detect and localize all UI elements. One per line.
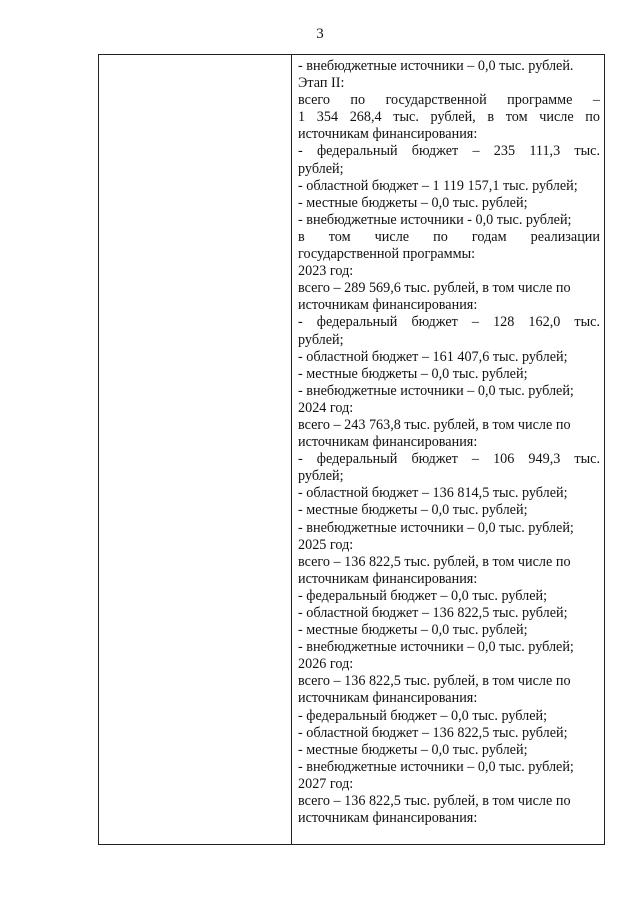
text-line: всего – 136 822,5 тыс. рублей, в том числе по xyxy=(298,673,571,690)
text-line: источникам финансирования: xyxy=(298,126,478,143)
text-line: государственной программы: xyxy=(298,246,476,263)
text-line: источникам финансирования: xyxy=(298,810,478,827)
year-heading: 2023 год: xyxy=(298,263,354,280)
text-line: - областной бюджет – 136 814,5 тыс. рублей; xyxy=(298,485,568,502)
text-line: - внебюджетные источники – 0,0 тыс. рублей; xyxy=(298,382,574,399)
text-line: источникам финансирования: xyxy=(298,297,478,314)
text-line: рублей; xyxy=(298,468,344,485)
text-line: - местные бюджеты – 0,0 тыс. рублей; xyxy=(298,502,528,519)
text-line: рублей; xyxy=(298,160,344,177)
text-line: - областной бюджет – 1 119 157,1 тыс. рублей; xyxy=(298,177,578,194)
text-line: - внебюджетные источники - 0,0 тыс. рублей; xyxy=(298,211,572,228)
funding-table xyxy=(98,54,605,845)
text-line: - областной бюджет – 161 407,6 тыс. рублей; xyxy=(298,348,568,365)
text-line: - федеральный бюджет – 128 162,0 тыс. xyxy=(298,314,600,331)
text-line: источникам финансирования: xyxy=(298,434,478,451)
text-line: рублей; xyxy=(298,331,344,348)
text-line: - федеральный бюджет – 0,0 тыс. рублей; xyxy=(298,707,548,724)
year-heading: 2027 год: xyxy=(298,775,354,792)
text-line: - областной бюджет – 136 822,5 тыс. рублей; xyxy=(298,605,568,621)
text-line: - внебюджетные источники – 0,0 тыс. рублей; xyxy=(298,758,574,775)
text-line: - федеральный бюджет – 0,0 тыс. рублей; xyxy=(298,587,548,604)
text-line: источникам финансирования: xyxy=(298,570,478,587)
column-divider xyxy=(291,55,292,844)
text-line: - внебюджетные источники – 0,0 тыс. рублей; xyxy=(298,519,574,536)
text-line: - областной бюджет – 136 822,5 тыс. рублей; xyxy=(298,724,568,741)
stage-heading: Этап II: xyxy=(298,75,345,92)
year-heading: 2025 год: xyxy=(298,536,354,553)
text-line: - местные бюджеты – 0,0 тыс. рублей; xyxy=(298,622,528,639)
text-line: - местные бюджеты – 0,0 тыс. рублей; xyxy=(298,365,528,382)
text-line: - внебюджетные источники – 0,0 тыс. рублей. xyxy=(298,58,574,74)
text-line: всего – 136 822,5 тыс. рублей, в том числе по xyxy=(298,553,571,570)
text-line: в том числе по годам реализации xyxy=(298,228,600,245)
text-line: - внебюджетные источники – 0,0 тыс. рублей; xyxy=(298,639,574,656)
text-line: всего – 136 822,5 тыс. рублей, в том числе по xyxy=(298,793,571,810)
text-line: - местные бюджеты – 0,0 тыс. рублей; xyxy=(298,194,528,211)
text-line: - федеральный бюджет – 106 949,3 тыс. xyxy=(298,451,600,468)
text-line: - местные бюджеты – 0,0 тыс. рублей; xyxy=(298,741,528,758)
text-line: всего по государственной программе – xyxy=(298,92,600,109)
text-line: всего – 289 569,6 тыс. рублей, в том числе по xyxy=(298,280,571,297)
year-heading: 2026 год: xyxy=(298,656,354,673)
year-heading: 2024 год: xyxy=(298,399,354,416)
text-line: всего – 243 763,8 тыс. рублей, в том числе по xyxy=(298,416,571,433)
funding-details-cell xyxy=(298,58,600,827)
page-number: 3 xyxy=(316,26,324,42)
text-line: 1 354 268,4 тыс. рублей, в том числе по xyxy=(298,109,600,126)
text-line: источникам финансирования: xyxy=(298,690,478,707)
text-line: - федеральный бюджет – 235 111,3 тыс. xyxy=(298,143,600,160)
